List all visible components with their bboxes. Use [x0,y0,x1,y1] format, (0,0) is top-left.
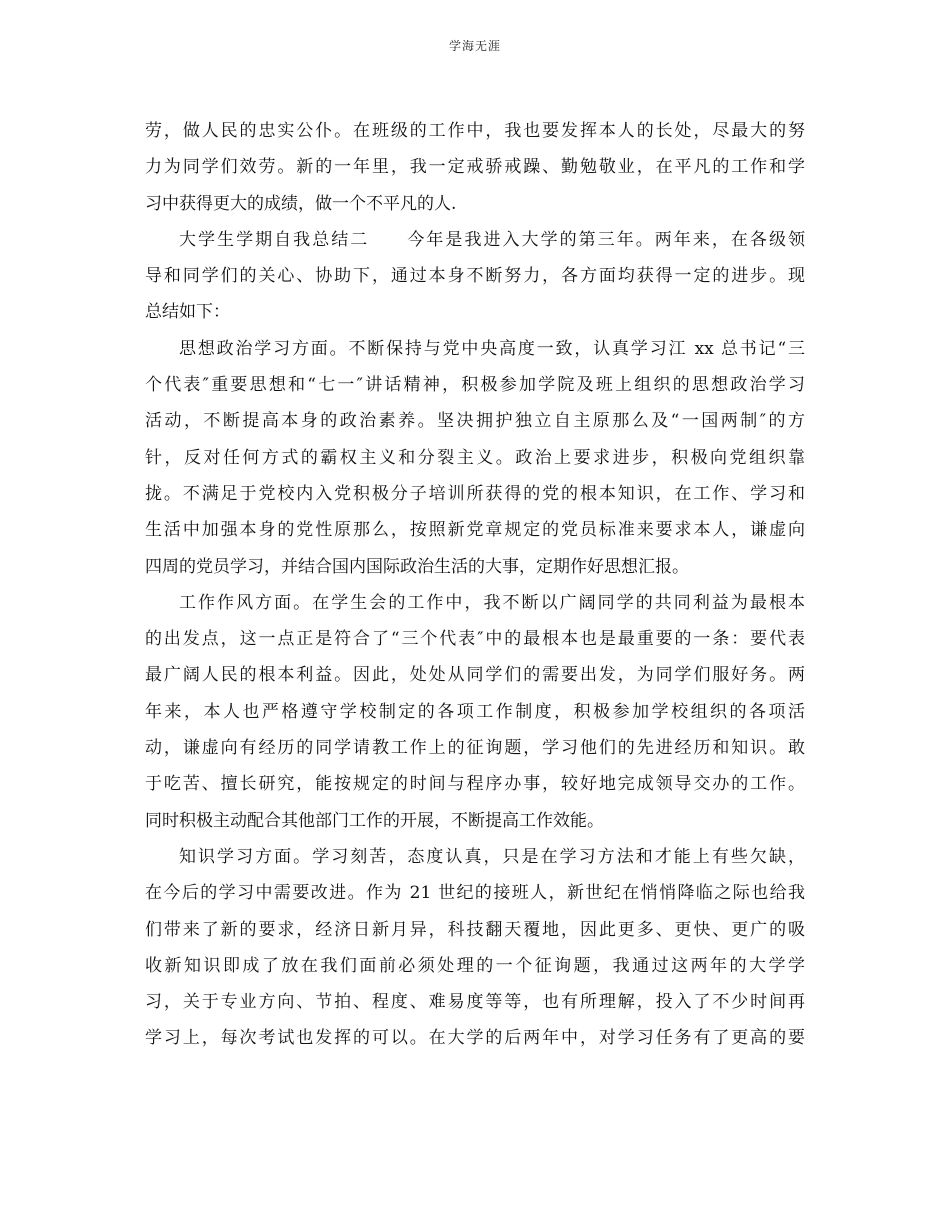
text-line: 收新知识即成了放在我们面前必须处理的一个征询题，我通过这两年的大学学 [145,955,805,976]
text-line: 导和同学们的关心、协助下，通过本身不断努力，各方面均获得一定的进步。现 [145,266,805,287]
text-line: 劳，做人民的忠实公仆。在班级的工作中，我也要发挥本人的长处，尽最大的努 [145,121,805,141]
text-line: 四周的党员学习，并结合国内国际政治生活的大事，定期作好思想汇报。 [145,556,689,577]
text-line: 同时积极主动配合其他部门工作的开展，不断提高工作效能。 [145,810,604,831]
text-line: 在今后的学习中需要改进。作为 21 世纪的接班人，新世纪在悄悄降临之际也给我 [145,883,805,904]
text-line: 们带来了新的要求，经济日新月异，科技翻天覆地，因此更多、更快、更广的吸 [145,919,805,940]
text-line: 学习上，每次考试也发挥的可以。在大学的后两年中，对学习任务有了更高的要 [145,1028,805,1049]
text-line: 针，反对任何方式的霸权主义和分裂主义。政治上要求进步，积极向党组织靠 [145,447,805,468]
paragraph-start-line: 大学生学期自我总结二 今年是我进入大学的第三年。两年来，在各级领 [179,229,805,250]
text-line: 力为同学们效劳。新的一年里，我一定戒骄戒躁、勤勉敬业，在平凡的工作和学 [145,157,805,178]
text-line: 习中获得更大的成绩，做一个不平凡的人. [145,193,457,214]
text-line: 于吃苦、擅长研究，能按规定的时间与程序办事，较好地完成领导交办的工作。 [145,774,805,795]
text-line: 最广阔人民的根本利益。因此，处处从同学们的需要出发，为同学们服好务。两 [145,665,805,686]
text-line: 总结如下： [145,302,230,323]
text-line: 拢。不满足于党校内入党积极分子培训所获得的党的根本知识，在工作、学习和 [145,483,805,504]
text-line: 的出发点，这一点正是符合了“三个代表″中的最根本也是最重要的一条：要代表 [145,629,805,650]
text-line: 生活中加强本身的党性原那么，按照新党章规定的党员标准来要求本人，谦虚向 [145,520,805,541]
text-line: 动，谦虚向有经历的同学请教工作上的征询题，学习他们的先进经历和知识。敢 [145,738,805,759]
paragraph-start-line: 思想政治学习方面。不断保持与党中央高度一致，认真学习江 xx 总书记“三 [179,338,805,359]
document-body [145,113,805,1057]
page-header: 学海无涯 [448,39,501,53]
text-line: 活动，不断提高本身的政治素养。坚决拥护独立自主原那么及“一国两制″的方 [145,411,805,432]
text-line: 习，关于专业方向、节拍、程度、难易度等等，也有所理解，投入了不少时间再 [145,992,805,1013]
text-line: 个代表″重要思想和“七一″讲话精神，积极参加学院及班上组织的思想政治学习 [145,375,805,396]
paragraph-start-line: 知识学习方面。学习刻苦，态度认真，只是在学习方法和才能上有些欠缺， [179,846,805,867]
paragraph-start-line: 工作作风方面。在学生会的工作中，我不断以广阔同学的共同利益为最根本 [179,592,805,613]
text-line: 年来，本人也严格遵守学校制定的各项工作制度，积极参加学校组织的各项活 [145,701,805,722]
